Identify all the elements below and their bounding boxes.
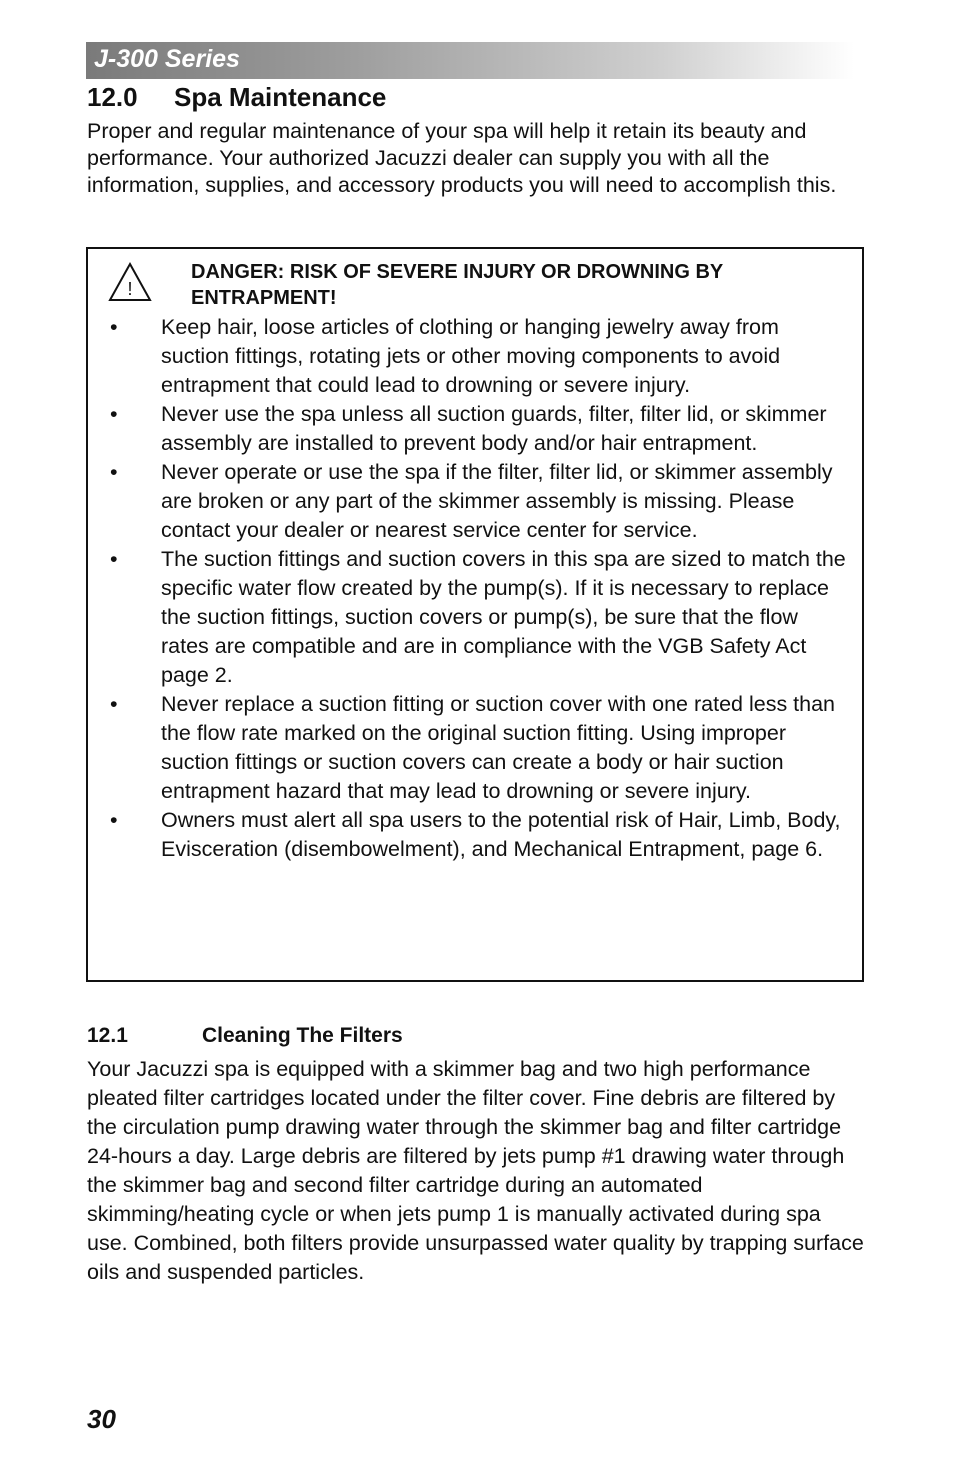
list-item [88, 690, 858, 806]
page-number: 30 [87, 1404, 116, 1434]
list-item-text: Owners must alert all spa users to the potential risk of Hair, Limb, Body, Evisceration (disembowelment), and Mechanical Entrapment, page 6. [161, 808, 841, 861]
danger-list [88, 313, 858, 864]
list-item-text: Never operate or use the spa if the filter, filter lid, or skimmer assembly are broken or any part of the skimmer assembly is missing. Please contact your dealer or nearest service center for service. [161, 460, 833, 542]
subsection-number: 12.1 [87, 1024, 128, 1047]
list-item [88, 458, 858, 545]
svg-text:!: ! [127, 279, 133, 299]
section-number: 12.0 [87, 82, 138, 112]
list-item [88, 545, 858, 690]
bullet: • [110, 315, 118, 339]
bullet: • [110, 547, 118, 571]
list-item-text: Never use the spa unless all suction guards, filter, filter lid, or skimmer assembly are installed to prevent body and/or hair entrapment. [161, 402, 827, 455]
subsection-title: Cleaning The Filters [202, 1024, 403, 1047]
series-title: J-300 Series [94, 45, 240, 73]
section-title: Spa Maintenance [174, 82, 387, 112]
section-heading [87, 82, 386, 113]
list-item-text: Never replace a suction fitting or suction cover with one rated less than the flow rate marked on the original suction fitting. Using improper suction fittings or suction covers can create a body or hair suction entrapment hazard that may lead to drowning or severe injury. [161, 692, 836, 803]
list-item-text: The suction fittings and suction covers in this spa are sized to match the specific water flow created by the pump(s). If it is necessary to replace the suction fittings, suction covers or pump(s), be sure that the flow rates are compatible and are in compliance with the VGB Safety Act page 2. [161, 547, 846, 687]
section-intro: Proper and regular maintenance of your spa will help it retain its beauty and performance. Your authorized Jacuzzi dealer can supply you with all the information, supplies, and accessory products you will need to accomplish this. [87, 119, 837, 197]
list-item [88, 806, 858, 864]
series-header-bar [86, 42, 854, 79]
danger-title: DANGER: RISK OF SEVERE INJURY OR DROWNING BY ENTRAPMENT! [191, 261, 723, 309]
subsection-heading [87, 1024, 403, 1048]
bullet: • [110, 402, 118, 426]
bullet: • [110, 692, 118, 716]
bullet: • [110, 460, 118, 484]
list-item-text: Keep hair, loose articles of clothing or hanging jewelry away from suction fittings, rotating jets or other moving components to avoid entrapment that could lead to drowning or severe injury. [161, 315, 781, 397]
list-item [88, 313, 858, 400]
subsection-body: Your Jacuzzi spa is equipped with a skimmer bag and two high performance pleated filter cartridges located under the filter cover. Fine debris are filtered by the circulation pump drawing water through the skimmer bag and filter cartridge 24-hours a day. Large debris are filtered by jets pump #1 drawing water through the skimmer bag and second filter cartridge during an automated skimming/heating cycle or when jets pump 1 is manually activated during spa use. Combined, both filters provide unsurpassed water quality by trapping surface oils and suspended particles. [87, 1057, 864, 1284]
warning-triangle-icon [107, 261, 153, 303]
danger-warning-box [86, 247, 864, 982]
bullet: • [110, 808, 118, 832]
list-item [88, 400, 858, 458]
